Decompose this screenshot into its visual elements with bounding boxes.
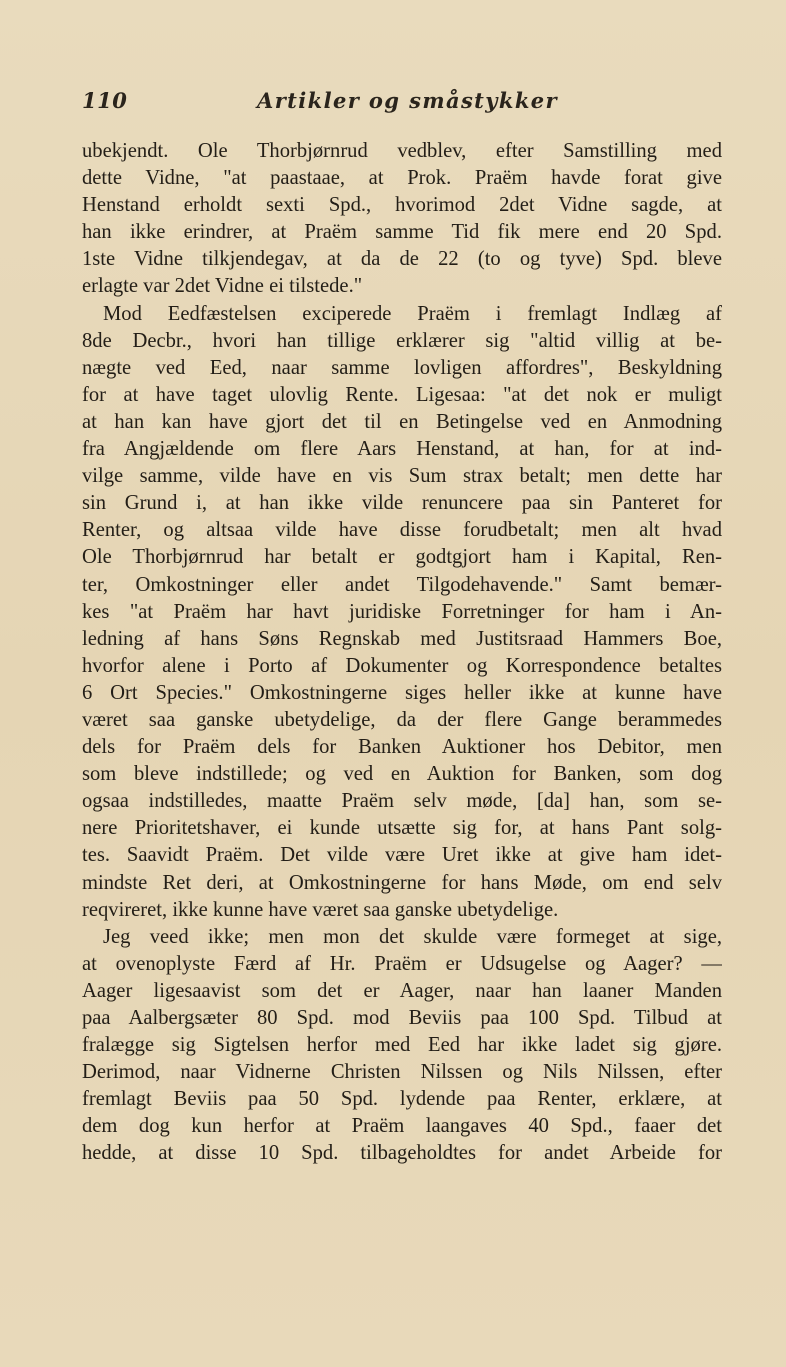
text-line: mindste Ret deri, at Omkostningerne for hans Møde, om end selv — [82, 871, 722, 894]
text-line: været saa ganske ubetydelige, da der flere Gange berammedes — [82, 708, 722, 731]
text-line: fra Angjældende om flere Aars Henstand, at han, for at ind- — [82, 438, 722, 461]
text-line: som bleve indstillede; og ved en Auktion for Banken, som dog — [82, 763, 722, 786]
running-title: Artikler og småstykker — [257, 88, 559, 113]
page-number: 110 — [82, 88, 128, 113]
text-line: sin Grund i, at han ikke vilde renuncere paa sin Panteret for — [82, 492, 722, 515]
text-line: hedde, at disse 10 Spd. tilbageholdtes for andet Arbeide for — [82, 1142, 722, 1165]
text-line: ledning af hans Søns Regnskab med Justitsraad Hammers Boe, — [82, 627, 722, 650]
text-line: nere Prioritetshaver, ei kunde utsætte sig for, at hans Pant solg- — [82, 817, 722, 840]
text-line: ter, Omkostninger eller andet Tilgodehavende." Samt bemær- — [82, 573, 722, 596]
text-line: ubekjendt. Ole Thorbjørnrud vedblev, efter Samstilling med — [82, 140, 722, 162]
text-line: 6 Ort Species." Omkostningerne siges heller ikke at kunne have — [82, 681, 722, 704]
text-line: Aager ligesaavist som det er Aager, naar han laaner Manden — [82, 979, 722, 1002]
text-line: kes "at Praëm har havt juridiske Forretninger for ham i An- — [82, 600, 722, 623]
text-line: Renter, og altsaa vilde have disse forudbetalt; men alt hvad — [82, 519, 722, 542]
text-line: paa Aalbergsæter 80 Spd. mod Beviis paa 100 Spd. Tilbud at — [82, 1007, 722, 1029]
text-line: han ikke erindrer, at Praëm samme Tid fik mere end 20 Spd. — [82, 221, 722, 244]
text-line: fralægge sig Sigtelsen herfor med Eed har ikke ladet sig gjøre. — [82, 1034, 722, 1057]
text-line: nægte ved Eed, naar samme lovligen affordres", Beskyldning — [82, 356, 722, 379]
text-line: Jeg veed ikke; men mon det skulde være formeget at sige, — [103, 925, 722, 948]
text-line: Mod Eedfæstelsen exciperede Praëm i fremlagt Indlæg af — [103, 302, 722, 325]
text-line: dels for Praëm dels for Banken Auktioner hos Debitor, men — [82, 736, 722, 759]
text-line: at ovenoplyste Færd af Hr. Praëm er Udsugelse og Aager? — — [82, 952, 722, 975]
text-line: erlagte var 2det Vidne ei tilstede." — [82, 275, 363, 298]
text-line: Henstand erholdt sexti Spd., hvorimod 2det Vidne sagde, at — [82, 194, 722, 217]
text-line: reqvireret, ikke kunne have været saa ganske ubetydelige. — [82, 898, 559, 921]
text-line: fremlagt Beviis paa 50 Spd. lydende paa Renter, erklære, at — [82, 1088, 722, 1111]
text-line: tes. Saavidt Praëm. Det vilde være Uret ikke at give ham idet- — [82, 844, 722, 867]
text-line: dette Vidne, "at paastaae, at Prok. Praëm havde forat give — [82, 167, 722, 190]
text-line: for at have taget ulovlig Rente. Ligesaa: "at det nok er muligt — [82, 383, 722, 406]
text-line: dem dog kun herfor at Praëm laangaves 40 Spd., faaer det — [82, 1115, 722, 1138]
body-text — [82, 138, 722, 1168]
text-line: vilge samme, vilde have en vis Sum strax betalt; men dette har — [82, 465, 722, 488]
text-line: hvorfor alene i Porto af Dokumenter og Korrespondence betaltes — [82, 654, 722, 677]
text-line: Derimod, naar Vidnerne Christen Nilssen og Nils Nilssen, efter — [82, 1061, 722, 1084]
text-line: 8de Decbr., hvori han tillige erklærer sig "altid villig at be- — [82, 329, 722, 352]
text-line: Ole Thorbjørnrud har betalt er godtgjort ham i Kapital, Ren- — [82, 546, 722, 569]
text-line: at han kan have gjort det til en Betingelse ved en Anmodning — [82, 410, 722, 433]
page-header — [82, 88, 722, 118]
text-line: 1ste Vidne tilkjendegav, at da de 22 (to og tyve) Spd. bleve — [82, 248, 722, 271]
text-line: ogsaa indstilledes, maatte Praëm selv møde, [da] han, som se- — [82, 790, 722, 813]
